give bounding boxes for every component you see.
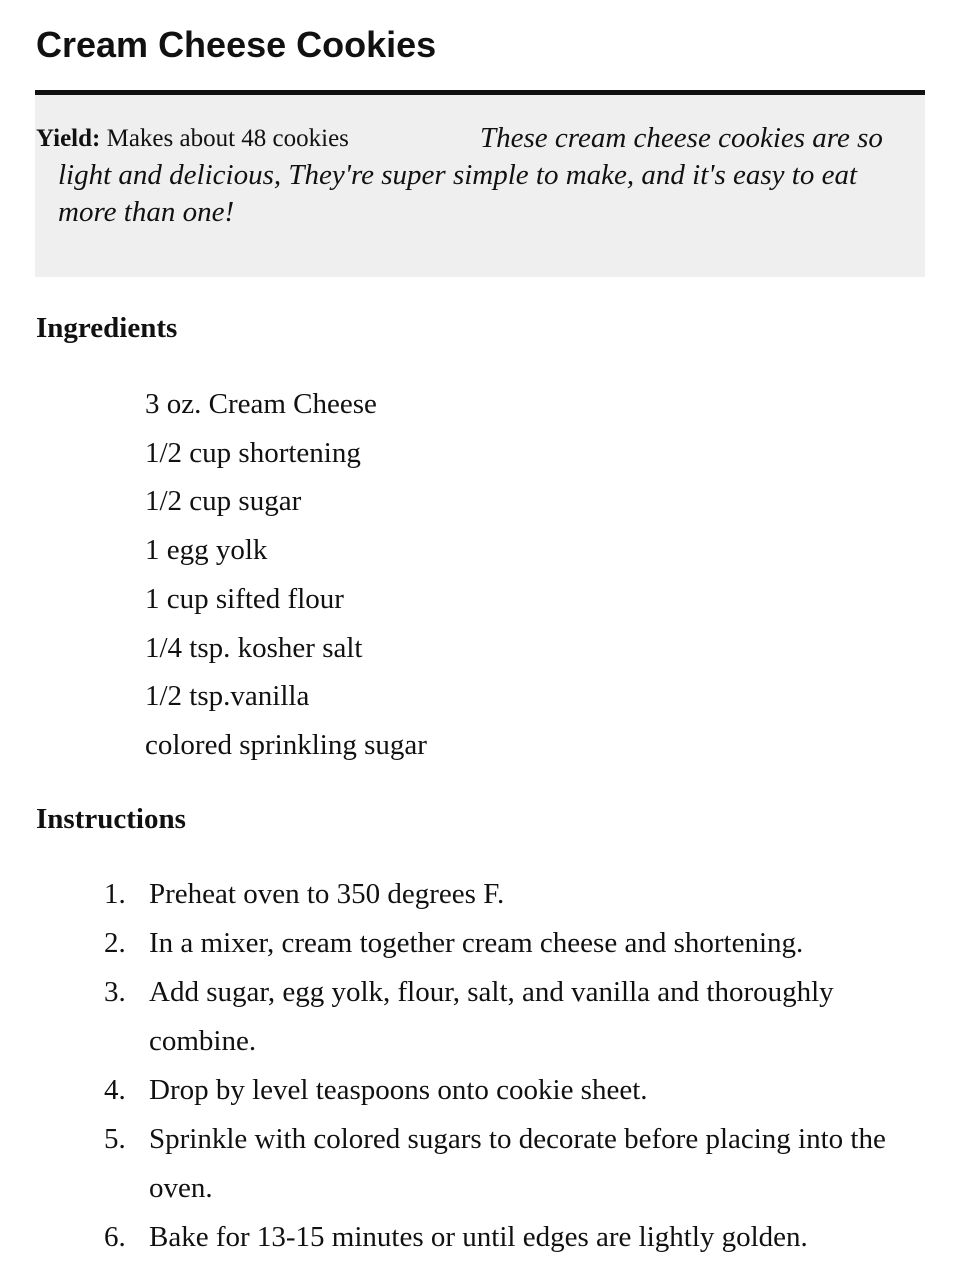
ingredient-item: 1/2 cup shortening: [145, 436, 361, 469]
step-text: Drop by level teaspoons onto cookie sheet.: [149, 1074, 648, 1106]
step-text: Preheat oven to 350 degrees F.: [149, 878, 505, 910]
ingredient-item: 1/2 tsp.vanilla: [145, 680, 310, 713]
step-number: 4.: [104, 1074, 126, 1106]
step-text: Bake for 13-15 minutes or until edges are lightly golden.: [149, 1221, 808, 1253]
ingredients-heading: Ingredients: [36, 312, 178, 344]
yield-value: Makes about 48 cookies: [106, 125, 349, 152]
step-text: In a mixer, cream together cream cheese and shortening.: [149, 927, 804, 959]
recipe-description: These cream cheese cookies are so light and delicious, They're super simple to make, and it's easy to eat more than one!: [58, 122, 883, 228]
ingredient-item: 1/4 tsp. kosher salt: [145, 631, 363, 664]
instruction-step: [104, 1115, 904, 1213]
ingredient-item: colored sprinkling sugar: [145, 728, 427, 761]
step-number: 2.: [104, 927, 126, 959]
step-text: Add sugar, egg yolk, flour, salt, and vanilla and thoroughly combine.: [149, 976, 834, 1057]
step-number: 5.: [104, 1123, 126, 1155]
step-number: 3.: [104, 976, 126, 1008]
instruction-step: [104, 968, 904, 1066]
step-number: 1.: [104, 878, 126, 910]
instruction-step: [104, 919, 904, 968]
step-number: 6.: [104, 1221, 126, 1253]
ingredient-item: 1 egg yolk: [145, 534, 268, 567]
ingredient-item: 3 oz. Cream Cheese: [145, 388, 377, 420]
step-text: Sprinkle with colored sugars to decorate before placing into the oven.: [149, 1123, 886, 1204]
instruction-step: [104, 1213, 904, 1262]
instruction-step: [104, 1066, 904, 1115]
instructions-heading: Instructions: [36, 803, 186, 835]
ingredients-list: [145, 380, 427, 770]
yield-label: Yield:: [36, 125, 101, 152]
ingredient-item: 1 cup sifted flour: [145, 582, 344, 615]
instructions-list: [104, 870, 904, 1262]
ingredient-item: 1/2 cup sugar: [145, 485, 302, 518]
instruction-step: [104, 870, 904, 919]
recipe-title: Cream Cheese Cookies: [36, 24, 437, 65]
recipe-yield: [36, 124, 349, 154]
